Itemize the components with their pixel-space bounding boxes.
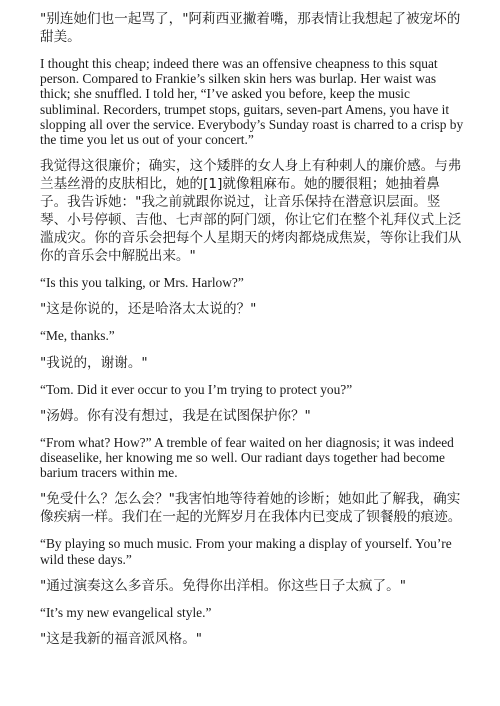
paragraph-zh-6: "免受什么？怎么会？"我害怕地等待着她的诊断；她如此了解我，确实像疾病一样。我们在一起的光辉岁月在我体内已变成了钡餐般的痕迹。 bbox=[40, 491, 462, 526]
paragraph-en-6: “By playing so much music. From your making a display of yourself. You’re wild these days.” bbox=[40, 536, 452, 567]
paragraph-en-3: “Me, thanks.” bbox=[40, 328, 115, 344]
paragraph-en-1: I thought this cheap; indeed there was an offensive cheapness to this squat person. Compared to Frankie’s silken skin hers was burlap. Her waist was thick; she snuffled. I told her, “I’ve asked you before, keep the music subliminal. Recorders, trumpet stops, guitars, seven-part Amens, you have it slopping all over the service. Everybody’s Sunday roast is charred to a crisp by the time you let us out of your concert.” bbox=[40, 56, 464, 148]
document-page bbox=[40, 10, 465, 658]
paragraph-zh-8: "这是我新的福音派风格。" bbox=[40, 631, 203, 648]
paragraph-zh-7: "通过演奏这么多音乐。免得你出洋相。你这些日子太疯了。" bbox=[40, 577, 406, 594]
paragraph-en-7: “It’s my new evangelical style.” bbox=[40, 604, 212, 620]
paragraph-en-5: “From what? How?” A tremble of fear waited on her diagnosis; it was indeed diseaselike, her knowing me so well. Our radiant days together had become barium tracers within me. bbox=[40, 434, 454, 481]
paragraph-zh-1: "别连她们也一起骂了，"阿莉西亚撇着嘴，那表情让我想起了被宠坏的甜美。 bbox=[40, 11, 461, 45]
paragraph-en-2: “Is this you talking, or Mrs. Harlow?” bbox=[40, 275, 244, 291]
paragraph-zh-3: "这是你说的，还是哈洛太太说的？" bbox=[40, 301, 257, 318]
paragraph-en-4: “Tom. Did it ever occur to you I’m trying to protect you?” bbox=[40, 381, 353, 397]
paragraph-zh-4: "我说的，谢谢。" bbox=[40, 354, 148, 371]
paragraph-zh-2: 我觉得这很廉价；确实，这个矮胖的女人身上有种刺人的廉价感。与弗兰基丝滑的皮肤相比，她的[1]就像粗麻布。她的腰很粗；她抽着鼻子。我告诉她："我之前就跟你说过，让音乐保持在潜意识层面。竖琴、小号停顿、吉他、七声部的阿门颂，你让它们在整个礼拜仪式上泛滥成灾。你的音乐会把每个人星期天的烤肉都烧成焦炭，等你让我们从你的音乐会中解脱出来。" bbox=[40, 158, 462, 265]
paragraph-zh-5: "汤姆。你有没有想过，我是在试图保护你？" bbox=[40, 407, 311, 424]
